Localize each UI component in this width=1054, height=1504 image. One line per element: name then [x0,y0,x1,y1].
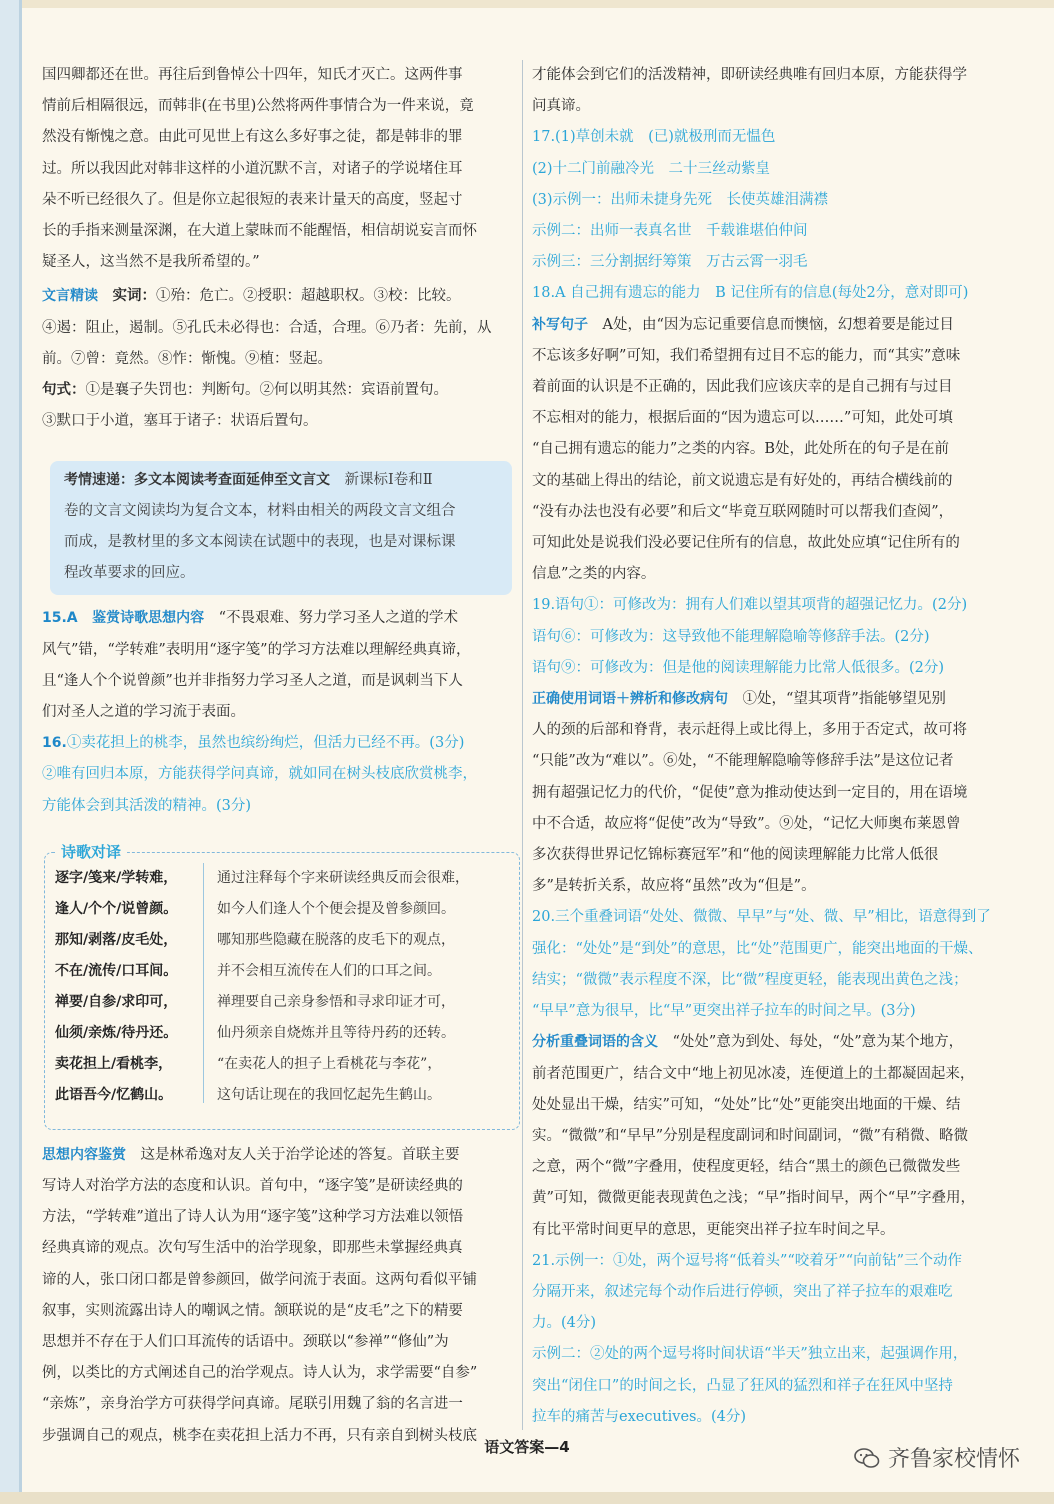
text-line: 们对圣人之道的学习流于表面。 [42,704,245,721]
question-15 [42,603,520,728]
kaoqing-title: 考情速递：多文本阅读考查面延伸至文言文 [64,472,330,489]
text-line: 不忘相对的能力，根据后面的“因为遗忘可以……”可知，此处可填 [532,410,953,427]
left-column [42,60,520,1452]
text-line: 过。所以我因此对韩非这样的小道沉默不言，对诸子的学说堵住耳 [42,160,463,177]
answer-line: 18.A 自己拥有遗忘的能力 B 记住所有的信息(每处2分，意对即可) [532,285,969,302]
watermark-text: 齐鲁家校情怀 [887,1447,1020,1472]
text-line: 卷的文言文阅读均为复合文本，材料由相关的两段文言文组合 [64,503,456,520]
text-line: 示例二：出师一表真名世 千载谁堪伯仲间 [532,223,808,240]
sixiang-continuation [532,60,1012,122]
watermark [854,1442,1020,1473]
skill-tag: 补写句子 [532,316,588,333]
text-line: 方法，“学转难”道出了诗人认为用“逐字笺”这种学习方法难以领悟 [42,1209,464,1226]
notes-label: 文言精读 [42,288,98,305]
poem-row [45,1018,519,1049]
poem-row [45,894,519,925]
question-21 [532,1246,1012,1433]
poem-box-title: 诗歌对译 [55,841,127,862]
skill-tag: 思想内容鉴赏 [42,1146,126,1163]
question-16 [42,728,520,822]
poem-row [45,1049,519,1080]
text-line: 文的基础上得出的结论，前文说遗忘是有好处的，再结合横线前的 [532,472,953,489]
answer-line: 力。(4分) [532,1315,597,1332]
text-line: ②唯有回归本原，方能获得学问真谛，就如同在树头枝底欣赏桃李， [42,766,477,783]
text-line: ①殆：危亡。②授职：超越职权。③校：比较。 [156,288,461,305]
text-line: 拥有超强记忆力的代价，“促使”意为推动使达到一定目的，用在语境 [532,784,968,801]
right-column [532,60,1012,1433]
text-line: 方能体会到其活泼的精神。(3分) [42,797,252,814]
text-line: 问真谛。 [532,98,590,115]
poem-translation-line: 并不会相互流传在人们的口耳之间。 [217,962,441,979]
text-line: 且“逢人个个说曾颜”也并非指努力学习圣人之道，而是讽刺当下人 [42,672,463,689]
text-line: ①卖花担上的桃李，虽然也缤纷绚烂，但活力已经不再。(3分) [66,735,465,752]
text-line: “只能”改为“难以”。⑥处，“不能理解隐喻等修辞手法”是这位记者 [532,753,954,770]
text-line: 经典真谛的观点。次句写生活中的治学现象，即那些未掌握经典真 [42,1240,463,1257]
answer-line: 强化：“处处”是“到处”的意思，比“处”范围更广，能突出地面的干燥、 [532,940,983,957]
answer-line: 语句⑨：可修改为：但是他的阅读理解能力比常人低很多。(2分) [532,659,945,676]
answer-line: 语句⑥：可修改为：这导致他不能理解隐喻等修辞手法。(2分) [532,628,930,645]
text-line: (2)十二门前融冷光 二十三丝动紫皇 [532,160,771,177]
question-number: 16. [42,735,67,752]
column-divider [522,60,523,1430]
text-line: 才能体会到它们的活泼精神，即研读经典唯有回归本原，方能获得学 [532,67,967,83]
skill-tag: 鉴赏诗歌思想内容 [92,610,205,627]
text-line: 然没有惭愧之意。由此可见世上有这么多好事之徒，都是韩非的罪 [42,129,463,146]
wenyan-notes [42,281,520,437]
poem-original-line: 仙须/亲炼/待丹还。 [55,1024,178,1041]
text-line: 步强调自己的观点，桃李在卖花担上活力不再，只有亲自到树头枝底 [42,1427,477,1444]
text-line: 例，以类比的方式阐述自己的治学观点。诗人认为，求学需要“自参” [42,1365,478,1382]
text-line: 人的颈的后部和脊背，表示赶得上或比得上，多用于否定式，故可将 [532,722,967,739]
text-line: 示例三：三分割据纡筹策 万古云霄一羽毛 [532,254,808,271]
poem-original-line: 那知/剥落/皮毛处， [55,931,178,948]
poem-translation-line: 这句话让现在的我回忆起先生鹤山。 [217,1086,441,1103]
text-line: 朵不听已经很久了。但是你立起很短的表来计量天的高度，竖起寸 [42,191,463,208]
skill-tag: 正确使用词语＋辨析和修改病句 [532,691,728,708]
text-line: “自己拥有遗忘的能力”之类的内容。B处，此处所在的句子是在前 [532,441,949,458]
poem-translation-line: 通过注释每个字来研读经典反而会很难， [217,869,469,886]
text-line: ①处，“望其项背”指能够望见别 [742,691,946,708]
question-number: 15.A [42,610,78,627]
wechat-icon [854,1447,880,1469]
poem-row [45,1080,519,1111]
answer-line: 突出“闭住口”的时间之长，凸显了狂风的猛烈和祥子在狂风中坚持 [532,1377,953,1394]
poem-translation-line: 如今人们逢人个个便会提及曾参颜回。 [217,900,455,917]
text-line: 多次获得世界记忆锦标赛冠军”和“他的阅读理解能力比常人低很 [532,847,939,864]
answer-line: 示例二：②处的两个逗号将时间状语“半天”独立出来，起强调作用， [532,1346,968,1363]
poem-box-divider [203,863,204,1103]
text-line: 处处显出干燥，结实”可知，“处处”比“处”更能突出地面的干燥、结 [532,1096,961,1113]
poem-row [45,863,519,894]
page-footer: 语文答案—4 [484,1438,570,1456]
text-line: “没有办法也没有必要”和后文“毕竟互联网随时可以帮我们查阅”， [532,503,954,520]
text-line: A处，由“因为忘记重要信息而懊恼，幻想着要是能过目 [602,316,954,333]
text-line: 程改革要求的回应。 [64,565,195,582]
text-line: (3)示例一：出师未捷身先死 长使英雄泪满襟 [532,191,829,208]
text-line: ③默口于小道，塞耳于诸子：状语后置句。 [42,413,318,430]
kaoqing-box [50,461,512,595]
answer-line: 19.语句①：可修改为：拥有人们难以望其项背的超强记忆力。(2分) [532,597,968,614]
poem-translation-line: 禅理要自己亲身参悟和寻求印证才可， [217,993,455,1010]
poem-original-line: 卖花担上/看桃李， [55,1055,173,1072]
text-line: 风气”错，“学转难”表明用“逐字笺”的学习方法难以理解经典真谛， [42,641,471,658]
shici-label: 实词： [112,288,156,305]
text-line: 这是林希逸对友人关于治学论述的答复。首联主要 [140,1146,460,1163]
answer-line: 分隔开来，叙述完每个动作后进行停顿，突出了祥子拉车的艰难吃 [532,1283,953,1300]
text-line: 黄”可知，微微更能表现黄色之浅；“早”指时间早，两个“早”字叠用， [532,1190,976,1207]
page-top-edge [0,0,1054,8]
text-line: 前者范围更广，结合文中“地上初见冰凌，连便道上的土都凝固起来， [532,1065,975,1082]
text-line: 疑圣人，这当然不是我所希望的。” [42,254,260,271]
text-line: 17.(1)草创未就 (已)就极刑而无愠色 [532,129,776,146]
text-line: 中不合适，故应将“促使”改为“导致”。⑨处，“记忆大师奥布莱恩曾 [532,815,961,832]
text-line: 写诗人对治学方法的态度和认识。首句中，“逐字笺”是研读经典的 [42,1178,463,1195]
text-line: 可知此处是说我们没必要记住所有的信息，故此处应填“记住所有的 [532,535,960,552]
text-line: 多”是转折关系，故应将“虽然”改为“但是”。 [532,878,816,895]
page-bottom-edge [0,1492,1054,1504]
text-line: “不畏艰难、努力学习圣人之道的学术 [218,610,459,627]
text-line: ①是襄子失罚也：判断句。②何以明其然：宾语前置句。 [85,382,448,399]
text-line: 情前后相隔很远，而韩非(在书里)公然将两件事情合为一件来说，竟 [42,98,474,115]
answer-line: 拉车的痛苦与executives。(4分) [532,1408,747,1425]
poem-translation-line: “在卖花人的担子上看桃花与李花”， [217,1055,442,1072]
poem-translation-line: 仙丹须亲自烧炼并且等待丹药的还转。 [217,1024,455,1041]
poem-row [45,956,519,987]
text-line: 之意，两个“微”字叠用，使程度更轻，结合“黑土的颜色已微微发些 [532,1159,961,1176]
poem-translation-box [44,842,520,1130]
text-line: 谛的人，张口闭口都是曾参颜回，做学问流于表面。这两句看似平铺 [42,1271,477,1288]
answer-line: “早早”意为很早，比“早”更突出祥子拉车的时间之早。(3分) [532,1003,916,1020]
translation-paragraph [42,60,520,278]
text-line: 实。“微微”和“早早”分别是程度副词和时间副词，“微”有稍微、略微 [532,1127,968,1144]
poem-row [45,925,519,956]
text-line: 思想并不存在于人们口耳流传的话语中。颈联以“参禅”“修仙”为 [42,1334,449,1351]
poem-original-line: 此语吾今/忆鹤山。 [55,1086,173,1103]
text-line: 新课标Ⅰ卷和Ⅱ [344,472,433,489]
answer-line: 21.示例一：①处，两个逗号将“低着头”“咬着牙”“向前钻”三个动作 [532,1252,963,1269]
answer-line: 结实；“微微”表示程度不深，比“微”程度更轻，能表现出黄色之浅； [532,971,968,988]
jushi-label: 句式： [42,382,86,399]
skill-tag: 分析重叠词语的含义 [532,1034,658,1051]
text-line: 着前面的认识是不正确的，因此我们应该庆幸的是自己拥有与过目 [532,379,953,396]
text-line: 信息”之类的内容。 [532,566,656,583]
question-20 [532,902,1012,1245]
sixiang-section [42,1140,520,1452]
text-line: 而成，是教材里的多文本阅读在试题中的表现，也是对课标课 [64,534,456,551]
question-17 [532,122,1012,278]
poem-original-line: 不在/流传/口耳间。 [55,962,178,979]
question-18 [532,278,1012,590]
text-line: 国四卿都还在世。再往后到鲁悼公十四年，知氏才灭亡。这两件事 [42,67,463,83]
poem-original-line: 逢人/个个/说曾颜。 [55,900,178,917]
text-line: “处处”意为到处、每处，“处”意为某个地方， [672,1034,964,1051]
text-line: 叙事，实则流露出诗人的嘲讽之情。颔联说的是“皮毛”之下的精要 [42,1302,463,1319]
text-line: ④遏：阻止，遏制。⑤孔氏未必得也：合适，合理。⑥乃者：先前，从 [42,319,492,336]
text-line: 前。⑦曾：竟然。⑧怍：惭愧。⑨植：竖起。 [42,350,332,367]
binding-strip [0,0,22,1504]
text-line: “亲炼”，亲身治学方可获得学问真谛。尾联引用魏了翁的名言进一 [42,1396,463,1413]
poem-row [45,987,519,1018]
question-19 [532,590,1012,902]
text-line: 长的手指来测量深渊，在大道上蒙昧而不能醒悟，相信胡说妄言而怀 [42,223,477,240]
poem-translation-line: 哪知那些隐藏在脱落的皮毛下的观点， [217,931,455,948]
text-line: 有比平常时间更早的意思，更能突出祥子拉车时间之早。 [532,1221,895,1238]
text-line: 不忘该多好啊”可知，我们希望拥有过目不忘的能力，而“其实”意味 [532,347,961,364]
poem-original-line: 逐字/笺来/学转难， [55,869,178,886]
answer-line: 20.三个重叠词语“处处、微微、早早”与“处、微、早”相比，语意得到了 [532,909,991,926]
poem-original-line: 禅要/自参/求印可， [55,993,178,1010]
